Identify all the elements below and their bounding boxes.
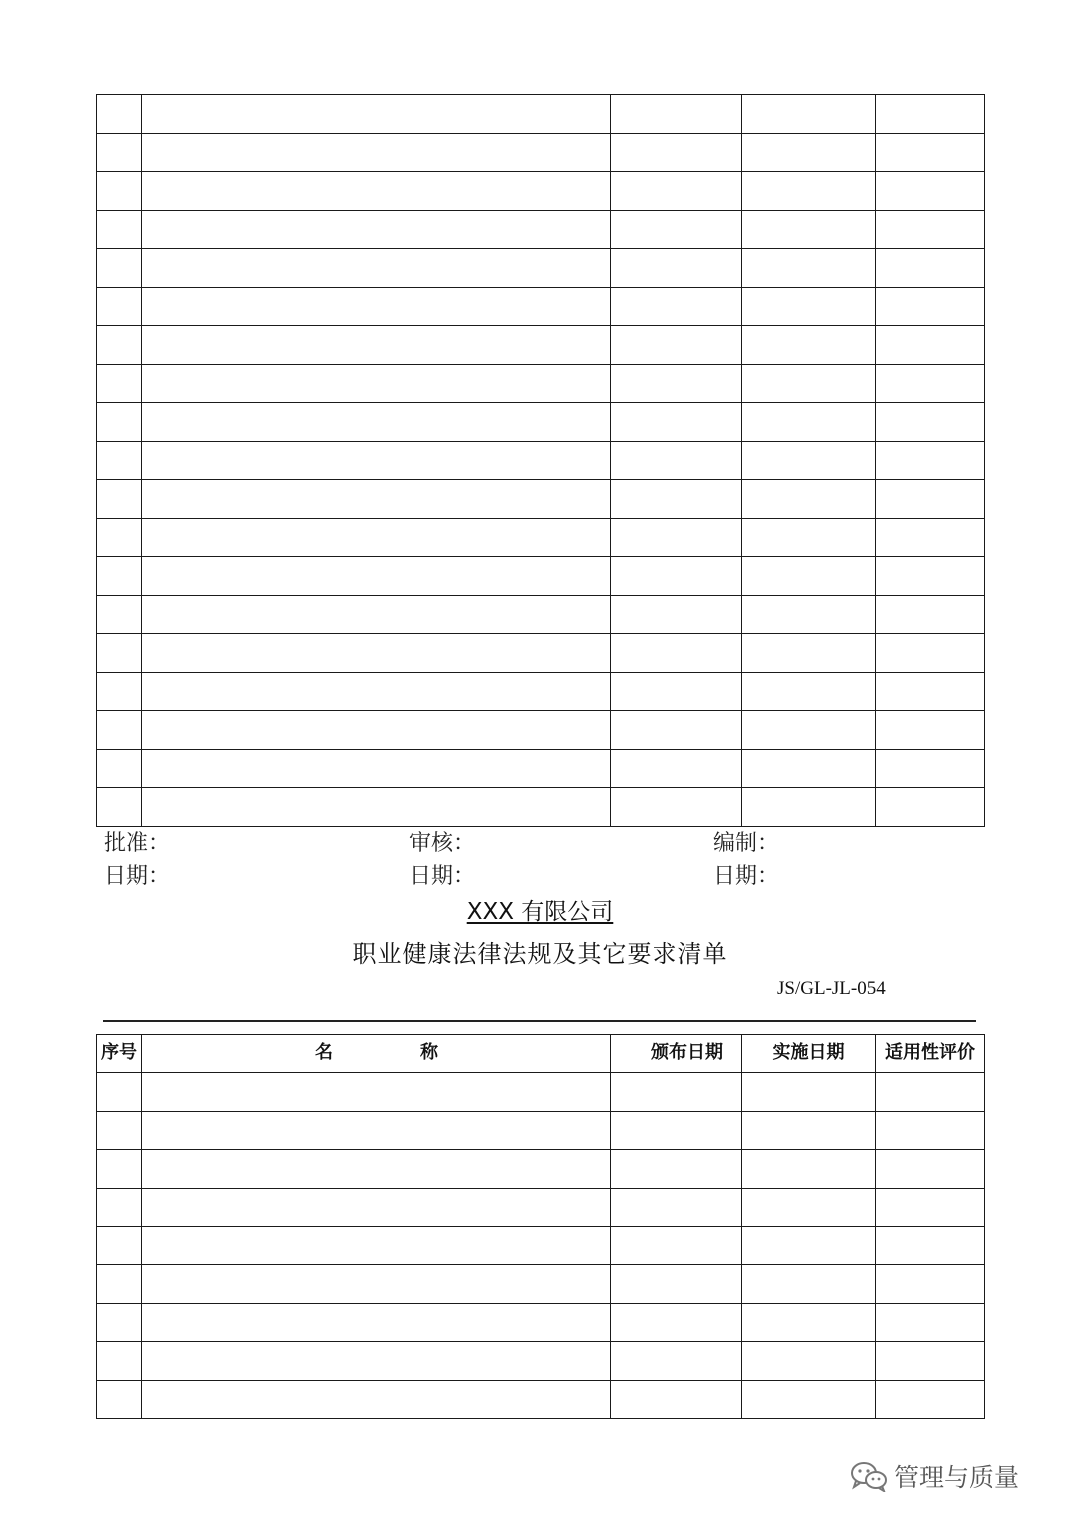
form-table-top: [96, 94, 985, 827]
bottom-applicability-cell[interactable]: [876, 1342, 985, 1380]
top-effective-date-cell[interactable]: [742, 249, 876, 288]
top-issue-date-cell[interactable]: [611, 441, 742, 480]
top-name-cell[interactable]: [142, 441, 611, 480]
top-effective-date-cell[interactable]: [742, 711, 876, 750]
bottom-applicability-cell[interactable]: [876, 1111, 985, 1149]
bottom-effective-date-cell[interactable]: [742, 1111, 876, 1149]
top-name-cell[interactable]: [142, 133, 611, 172]
top-name-cell[interactable]: [142, 480, 611, 519]
top-issue-date-cell[interactable]: [611, 326, 742, 365]
table-row: [97, 749, 985, 788]
top-name-cell[interactable]: [142, 326, 611, 365]
bottom-issue-date-cell[interactable]: [611, 1150, 742, 1188]
bottom-applicability-cell[interactable]: [876, 1150, 985, 1188]
table-row: [97, 287, 985, 326]
top-seq-cell[interactable]: [97, 133, 142, 172]
top-issue-date-cell[interactable]: [611, 210, 742, 249]
top-issue-date-cell[interactable]: [611, 480, 742, 519]
table-row: [97, 1073, 985, 1111]
top-applicability-cell[interactable]: [876, 557, 985, 596]
top-applicability-cell[interactable]: [876, 326, 985, 365]
table-row: [97, 557, 985, 596]
document-code: JS/GL-JL-054: [777, 978, 886, 999]
top-applicability-cell[interactable]: [876, 287, 985, 326]
table-row: [97, 595, 985, 634]
review-label: 审核：: [409, 831, 476, 856]
top-applicability-cell[interactable]: [876, 595, 985, 634]
bottom-seq-cell[interactable]: [97, 1111, 142, 1149]
bottom-name-cell[interactable]: [142, 1342, 611, 1380]
top-effective-date-cell[interactable]: [742, 634, 876, 673]
top-seq-cell[interactable]: [97, 364, 142, 403]
top-name-cell[interactable]: [142, 403, 611, 442]
top-seq-cell[interactable]: [97, 441, 142, 480]
bottom-seq-cell[interactable]: [97, 1265, 142, 1303]
top-name-cell[interactable]: [142, 95, 611, 134]
top-applicability-cell[interactable]: [876, 711, 985, 750]
top-name-cell[interactable]: [142, 788, 611, 827]
table-row: [97, 441, 985, 480]
table-row: [97, 518, 985, 557]
bottom-effective-date-cell[interactable]: [742, 1303, 876, 1341]
top-issue-date-cell[interactable]: [611, 287, 742, 326]
approve-label: 批准：: [104, 831, 171, 856]
top-seq-cell[interactable]: [97, 595, 142, 634]
top-effective-date-cell[interactable]: [742, 364, 876, 403]
bottom-name-cell[interactable]: [142, 1150, 611, 1188]
bottom-effective-date-cell[interactable]: [742, 1380, 876, 1418]
bottom-effective-date-cell[interactable]: [742, 1150, 876, 1188]
bottom-seq-cell[interactable]: [97, 1073, 142, 1111]
prepare-label: 编制：: [713, 831, 780, 856]
top-applicability-cell[interactable]: [876, 403, 985, 442]
table-row: [97, 1111, 985, 1149]
bottom-name-cell[interactable]: [142, 1111, 611, 1149]
column-header-name-part1: 名: [315, 1042, 333, 1063]
bottom-applicability-cell[interactable]: [876, 1188, 985, 1226]
top-effective-date-cell[interactable]: [742, 788, 876, 827]
bottom-applicability-cell[interactable]: [876, 1265, 985, 1303]
column-header-name: [142, 1035, 611, 1073]
bottom-seq-cell[interactable]: [97, 1226, 142, 1264]
top-effective-date-cell[interactable]: [742, 95, 876, 134]
table-row: [97, 403, 985, 442]
column-header-applicability: 适用性评价: [876, 1035, 985, 1073]
bottom-effective-date-cell[interactable]: [742, 1188, 876, 1226]
watermark-text: 管理与质量: [894, 1463, 1020, 1492]
form-table-bottom: [96, 1034, 985, 1419]
top-issue-date-cell[interactable]: [611, 595, 742, 634]
top-seq-cell[interactable]: [97, 249, 142, 288]
top-seq-cell[interactable]: [97, 518, 142, 557]
header-rule: [103, 1020, 976, 1022]
column-header-effective-date: 实施日期: [742, 1035, 876, 1073]
top-effective-date-cell[interactable]: [742, 518, 876, 557]
bottom-issue-date-cell[interactable]: [611, 1073, 742, 1111]
bottom-issue-date-cell[interactable]: [611, 1380, 742, 1418]
column-header-seq: 序号: [97, 1035, 142, 1073]
bottom-seq-cell[interactable]: [97, 1150, 142, 1188]
top-issue-date-cell[interactable]: [611, 172, 742, 211]
top-seq-cell[interactable]: [97, 749, 142, 788]
top-issue-date-cell[interactable]: [611, 518, 742, 557]
top-name-cell[interactable]: [142, 634, 611, 673]
top-effective-date-cell[interactable]: [742, 480, 876, 519]
prepare-date-label: 日期：: [713, 864, 780, 889]
top-issue-date-cell[interactable]: [611, 403, 742, 442]
table-row: [97, 1188, 985, 1226]
top-issue-date-cell[interactable]: [611, 672, 742, 711]
bottom-applicability-cell[interactable]: [876, 1073, 985, 1111]
bottom-effective-date-cell[interactable]: [742, 1265, 876, 1303]
bottom-applicability-cell[interactable]: [876, 1226, 985, 1264]
top-issue-date-cell[interactable]: [611, 634, 742, 673]
table-row: [97, 634, 985, 673]
column-header-issue-date: 颁布日期: [611, 1035, 742, 1073]
top-name-cell[interactable]: [142, 287, 611, 326]
table-row: [97, 326, 985, 365]
company-name-text: XXX 有限公司: [466, 899, 614, 925]
top-name-cell[interactable]: [142, 210, 611, 249]
top-name-cell[interactable]: [142, 249, 611, 288]
table-row: [97, 364, 985, 403]
table-row: [97, 1226, 985, 1264]
top-applicability-cell[interactable]: [876, 249, 985, 288]
column-header-name-part2: 称: [420, 1042, 438, 1063]
top-seq-cell[interactable]: [97, 788, 142, 827]
bottom-name-cell[interactable]: [142, 1380, 611, 1418]
top-issue-date-cell[interactable]: [611, 95, 742, 134]
bottom-issue-date-cell[interactable]: [611, 1226, 742, 1264]
top-effective-date-cell[interactable]: [742, 403, 876, 442]
top-name-cell[interactable]: [142, 749, 611, 788]
table-row: [97, 133, 985, 172]
table-row: [97, 1265, 985, 1303]
review-date-label: 日期：: [409, 864, 476, 889]
table-row: [97, 788, 985, 827]
approve-date-label: 日期：: [104, 864, 171, 889]
top-seq-cell[interactable]: [97, 326, 142, 365]
top-effective-date-cell[interactable]: [742, 672, 876, 711]
top-seq-cell[interactable]: [97, 287, 142, 326]
top-name-cell[interactable]: [142, 711, 611, 750]
top-name-cell[interactable]: [142, 557, 611, 596]
top-effective-date-cell[interactable]: [742, 287, 876, 326]
top-seq-cell[interactable]: [97, 172, 142, 211]
top-applicability-cell[interactable]: [876, 749, 985, 788]
top-effective-date-cell[interactable]: [742, 326, 876, 365]
top-name-cell[interactable]: [142, 595, 611, 634]
bottom-seq-cell[interactable]: [97, 1303, 142, 1341]
top-applicability-cell[interactable]: [876, 364, 985, 403]
top-name-cell[interactable]: [142, 518, 611, 557]
bottom-effective-date-cell[interactable]: [742, 1226, 876, 1264]
bottom-name-cell[interactable]: [142, 1188, 611, 1226]
top-seq-cell[interactable]: [97, 634, 142, 673]
bottom-name-cell[interactable]: [142, 1303, 611, 1341]
table-row: [97, 1303, 985, 1341]
table-row: [97, 1150, 985, 1188]
top-effective-date-cell[interactable]: [742, 595, 876, 634]
top-effective-date-cell[interactable]: [742, 133, 876, 172]
top-seq-cell[interactable]: [97, 557, 142, 596]
top-applicability-cell[interactable]: [876, 133, 985, 172]
top-applicability-cell[interactable]: [876, 518, 985, 557]
top-issue-date-cell[interactable]: [611, 133, 742, 172]
bottom-issue-date-cell[interactable]: [611, 1303, 742, 1341]
top-issue-date-cell[interactable]: [611, 364, 742, 403]
top-issue-date-cell[interactable]: [611, 749, 742, 788]
top-seq-cell[interactable]: [97, 403, 142, 442]
table-header-row: [97, 1035, 985, 1073]
bottom-issue-date-cell[interactable]: [611, 1111, 742, 1149]
table-row: [97, 1342, 985, 1380]
table-row: [97, 172, 985, 211]
document-title: 职业健康法律法规及其它要求清单: [352, 940, 728, 968]
top-issue-date-cell[interactable]: [611, 711, 742, 750]
bottom-name-cell[interactable]: [142, 1226, 611, 1264]
wechat-icon: [850, 1460, 888, 1492]
table-row: [97, 249, 985, 288]
bottom-issue-date-cell[interactable]: [611, 1188, 742, 1226]
bottom-effective-date-cell[interactable]: [742, 1342, 876, 1380]
top-applicability-cell[interactable]: [876, 672, 985, 711]
bottom-seq-cell[interactable]: [97, 1380, 142, 1418]
top-effective-date-cell[interactable]: [742, 210, 876, 249]
top-name-cell[interactable]: [142, 364, 611, 403]
top-seq-cell[interactable]: [97, 480, 142, 519]
company-name: [0, 893, 1080, 926]
bottom-applicability-cell[interactable]: [876, 1303, 985, 1341]
top-seq-cell[interactable]: [97, 672, 142, 711]
top-seq-cell[interactable]: [97, 210, 142, 249]
table-row: [97, 210, 985, 249]
top-applicability-cell[interactable]: [876, 441, 985, 480]
table-row: [97, 672, 985, 711]
table-row: [97, 1380, 985, 1418]
top-applicability-cell[interactable]: [876, 95, 985, 134]
top-issue-date-cell[interactable]: [611, 788, 742, 827]
bottom-effective-date-cell[interactable]: [742, 1073, 876, 1111]
bottom-issue-date-cell[interactable]: [611, 1265, 742, 1303]
watermark: [850, 1458, 1019, 1494]
top-effective-date-cell[interactable]: [742, 557, 876, 596]
top-applicability-cell[interactable]: [876, 480, 985, 519]
top-issue-date-cell[interactable]: [611, 557, 742, 596]
top-name-cell[interactable]: [142, 672, 611, 711]
top-applicability-cell[interactable]: [876, 634, 985, 673]
table-row: [97, 95, 985, 134]
table-row: [97, 711, 985, 750]
top-effective-date-cell[interactable]: [742, 749, 876, 788]
bottom-name-cell[interactable]: [142, 1265, 611, 1303]
top-applicability-cell[interactable]: [876, 210, 985, 249]
bottom-issue-date-cell[interactable]: [611, 1342, 742, 1380]
top-issue-date-cell[interactable]: [611, 249, 742, 288]
top-name-cell[interactable]: [142, 172, 611, 211]
top-applicability-cell[interactable]: [876, 788, 985, 827]
bottom-seq-cell[interactable]: [97, 1188, 142, 1226]
top-seq-cell[interactable]: [97, 711, 142, 750]
bottom-applicability-cell[interactable]: [876, 1380, 985, 1418]
top-effective-date-cell[interactable]: [742, 172, 876, 211]
table-row: [97, 480, 985, 519]
bottom-seq-cell[interactable]: [97, 1342, 142, 1380]
bottom-name-cell[interactable]: [142, 1073, 611, 1111]
top-applicability-cell[interactable]: [876, 172, 985, 211]
top-seq-cell[interactable]: [97, 95, 142, 134]
top-effective-date-cell[interactable]: [742, 441, 876, 480]
